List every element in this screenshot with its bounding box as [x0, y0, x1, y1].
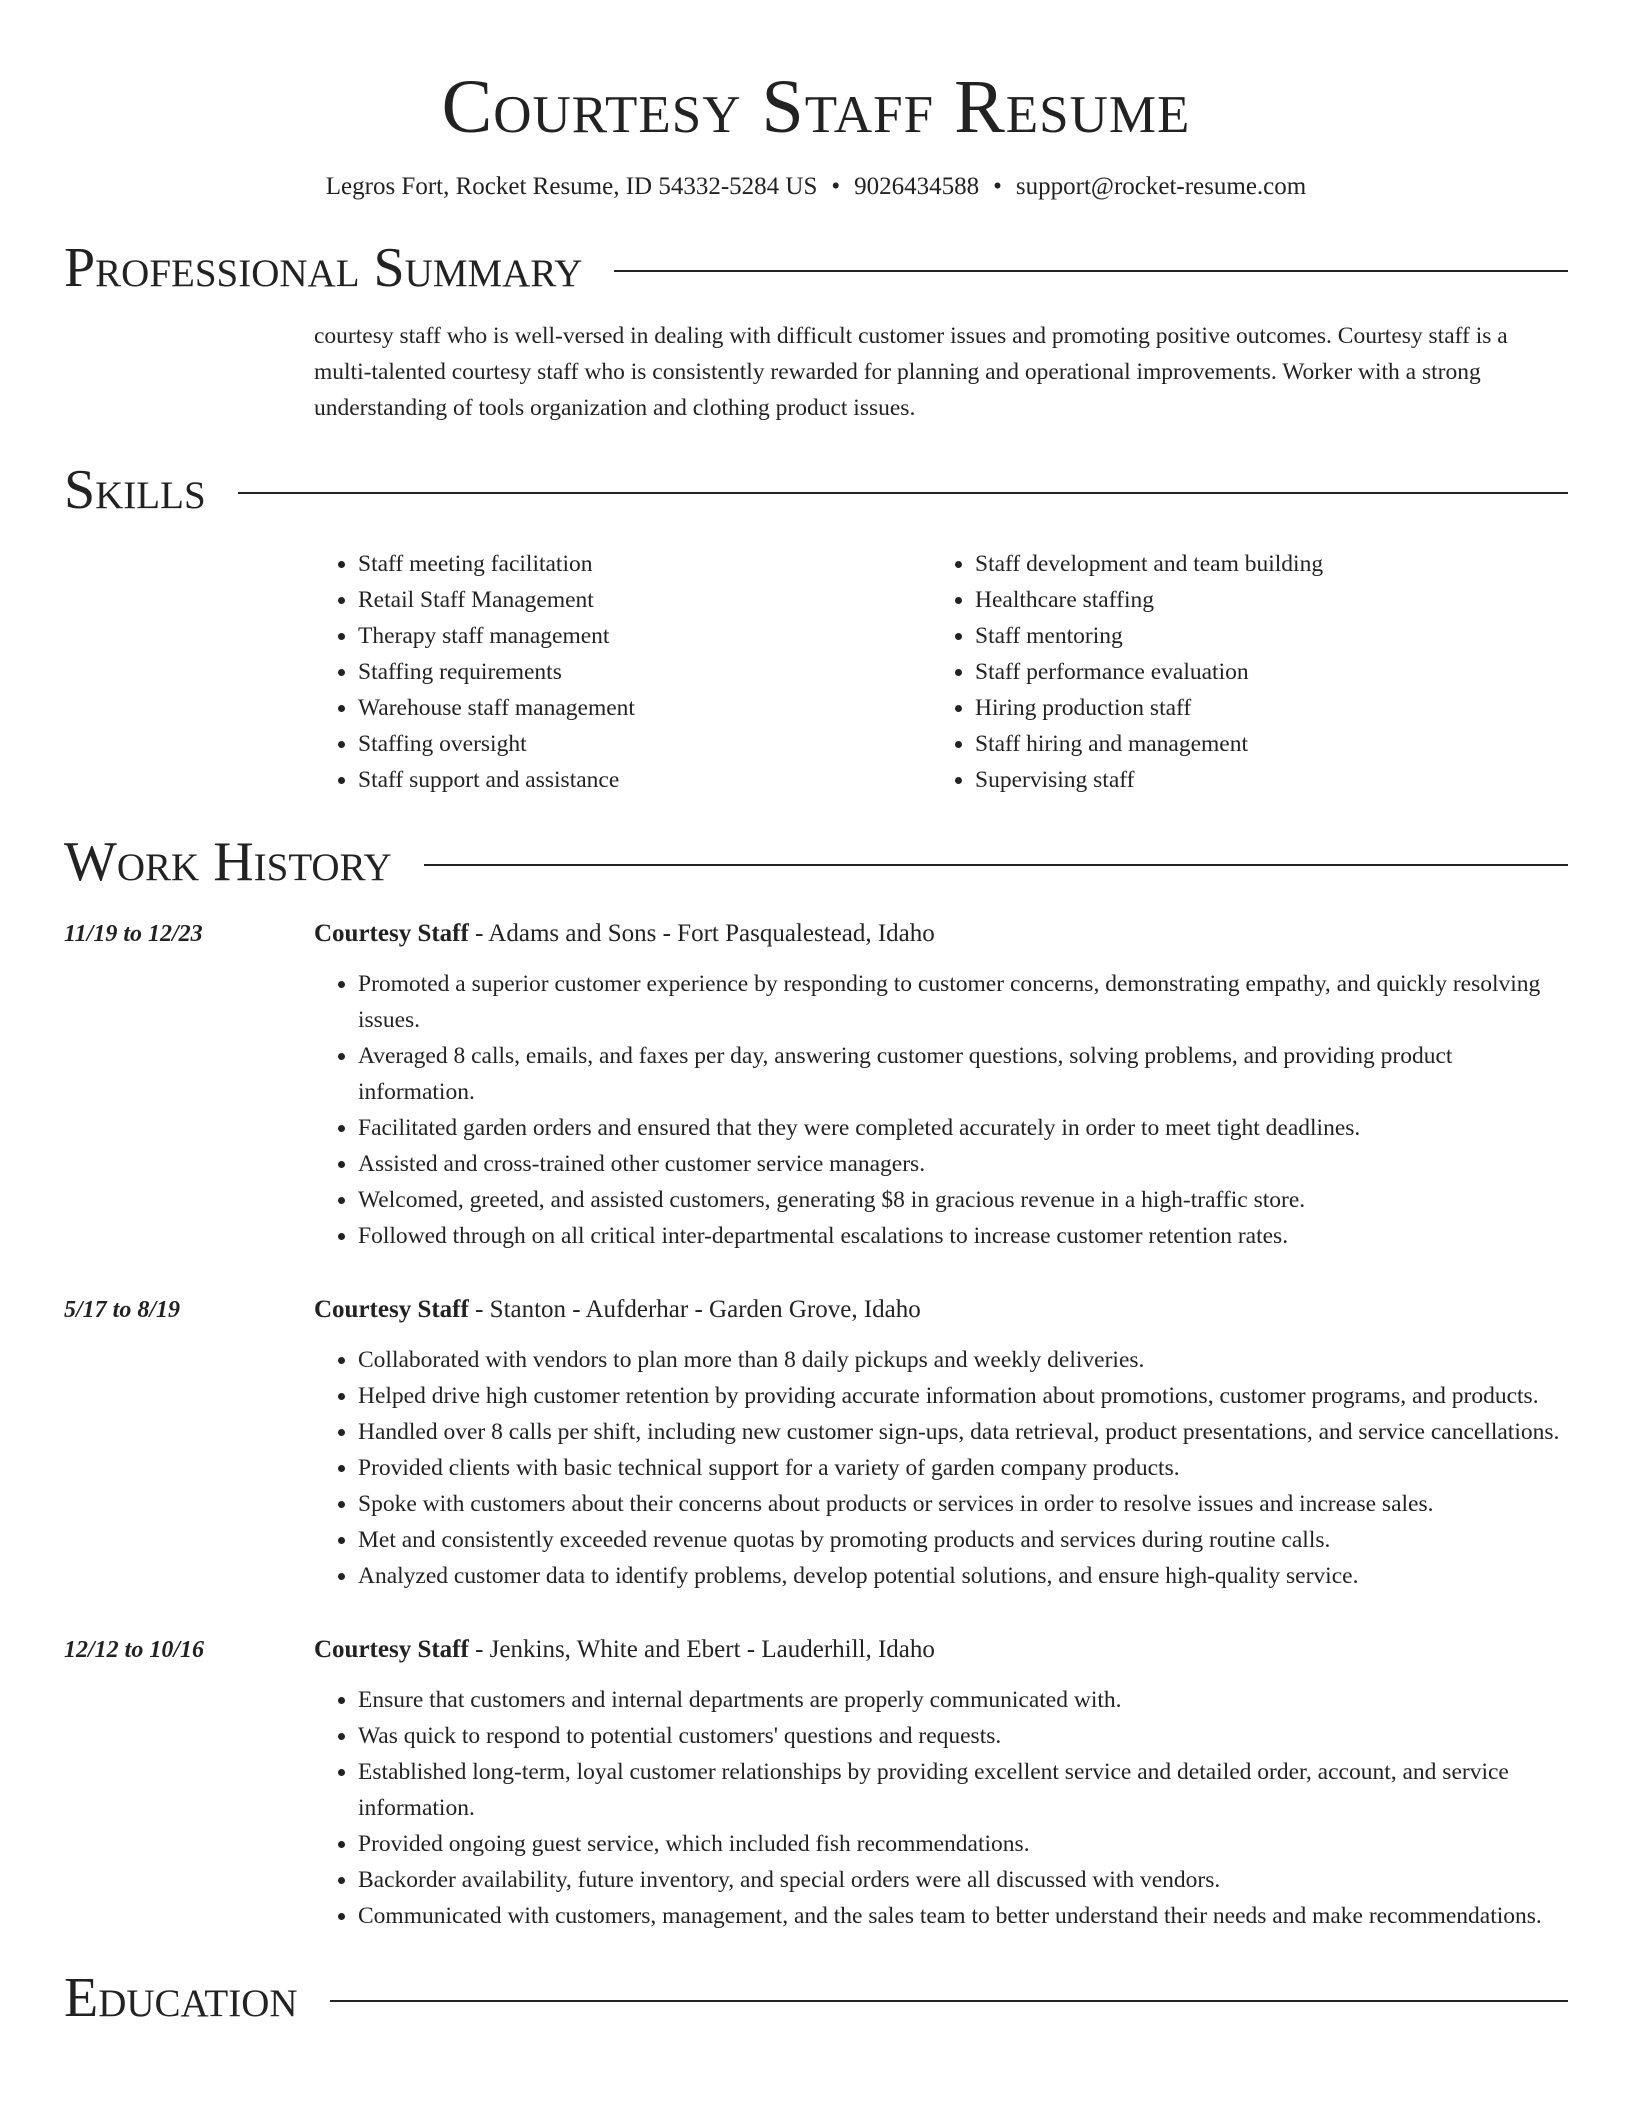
skill-item: • Staff meeting facilitation	[358, 546, 931, 582]
skills-section-header	[64, 456, 1568, 524]
job-bullet: • Analyzed customer data to identify problems, develop potential solutions, and ensure high-quality service.	[358, 1558, 1568, 1594]
job-company-location: - Jenkins, White and Ebert - Lauderhill, Idaho	[468, 1636, 935, 1663]
skill-item: • Healthcare staffing	[975, 582, 1547, 618]
summary-section-title: Professional Summary	[64, 237, 583, 299]
job-bullet: • Followed through on all critical inter-departmental escalations to increase customer retention rates.	[358, 1218, 1568, 1254]
skills-section-title: Skills	[64, 459, 206, 521]
skill-item: • Staff support and assistance	[358, 762, 931, 798]
job-bullet: • Collaborated with vendors to plan more than 8 daily pickups and weekly deliveries.	[358, 1342, 1568, 1378]
skills-column-right	[931, 546, 1547, 798]
job-content	[314, 1292, 1568, 1594]
job-entry	[64, 1632, 1568, 1934]
job-bullet: • Promoted a superior customer experience by responding to customer concerns, demonstrating empathy, and quickly resolving issues.	[358, 966, 1568, 1038]
job-bullet: • Handled over 8 calls per shift, including new customer sign-ups, data retrieval, product presentations, and service cancellations.	[358, 1414, 1568, 1450]
job-content	[314, 1632, 1568, 1934]
job-dates: 12/12 to 10/16	[64, 1637, 205, 1663]
summary-section-header	[64, 234, 1568, 302]
job-dates: 11/19 to 12/23	[64, 921, 203, 947]
section-divider	[614, 270, 1568, 272]
job-bullet: • Helped drive high customer retention by providing accurate information about promotions, customer programs, and products.	[358, 1378, 1568, 1414]
job-company-location: - Adams and Sons - Fort Pasqualestead, Idaho	[468, 920, 935, 947]
skill-item: • Staff mentoring	[975, 618, 1547, 654]
contact-address: Legros Fort, Rocket Resume, ID 54332-5284 US	[325, 173, 818, 200]
skill-item: • Supervising staff	[975, 762, 1547, 798]
job-entry	[64, 916, 1568, 1254]
job-bullet: • Provided ongoing guest service, which included fish recommendations.	[358, 1826, 1568, 1862]
job-heading	[314, 1292, 1568, 1328]
job-heading	[314, 1632, 1568, 1668]
resume-title: Courtesy Staff Resume	[441, 65, 1191, 149]
section-divider	[330, 2000, 1568, 2002]
skill-item: • Staff hiring and management	[975, 726, 1547, 762]
job-content	[314, 916, 1568, 1254]
skill-item: • Retail Staff Management	[358, 582, 931, 618]
summary-text: courtesy staff who is well-versed in dealing with difficult customer issues and promoting positive outcomes. Courtesy staff is a multi-talented courtesy staff who is consistently rewarded for planning and operational improvements. Worker with a strong understanding of tools organization and clothing product issues.	[314, 323, 1508, 421]
job-bullet: • Backorder availability, future inventory, and special orders were all discussed with vendors.	[358, 1862, 1568, 1898]
job-bullets	[314, 1682, 1568, 1934]
job-bullet: • Spoke with customers about their concerns about products or services in order to resolve issues and increase sales.	[358, 1486, 1568, 1522]
skills-column-left	[314, 546, 931, 798]
contact-line	[64, 170, 1568, 204]
skill-item: • Staff development and team building	[975, 546, 1547, 582]
skill-item: • Staffing requirements	[358, 654, 931, 690]
contact-phone: 9026434588	[854, 173, 980, 200]
work-section-header	[64, 828, 1568, 896]
job-bullet: • Welcomed, greeted, and assisted customers, generating $8 in gracious revenue in a high-traffic store.	[358, 1182, 1568, 1218]
job-entry	[64, 1292, 1568, 1594]
job-bullet: • Met and consistently exceeded revenue quotas by promoting products and services during routine calls.	[358, 1522, 1568, 1558]
education-section-header	[64, 1964, 1568, 2032]
job-company-location: - Stanton - Aufderhar - Garden Grove, Idaho	[468, 1296, 921, 1323]
contact-email[interactable]: support@rocket-resume.com	[1015, 173, 1307, 200]
job-dates: 5/17 to 8/19	[64, 1297, 181, 1323]
job-bullet: • Ensure that customers and internal departments are properly communicated with.	[358, 1682, 1568, 1718]
job-bullet: • Was quick to respond to potential customers' questions and requests.	[358, 1718, 1568, 1754]
job-bullet: • Communicated with customers, management, and the sales team to better understand their needs and make recommendations.	[358, 1898, 1568, 1934]
job-title: Courtesy Staff	[314, 1636, 469, 1663]
skills-list	[314, 546, 1568, 798]
job-bullet: • Provided clients with basic technical support for a variety of garden company products.	[358, 1450, 1568, 1486]
section-divider	[424, 864, 1568, 866]
skill-item: • Therapy staff management	[358, 618, 931, 654]
section-divider	[238, 492, 1568, 494]
job-heading	[314, 916, 1568, 952]
job-bullet: • Established long-term, loyal customer relationships by providing excellent service and detailed order, account, and service information.	[358, 1754, 1568, 1826]
job-bullets	[314, 966, 1568, 1254]
contact-separator: •	[993, 173, 1002, 200]
job-title: Courtesy Staff	[314, 1296, 469, 1323]
job-bullet: • Facilitated garden orders and ensured that they were completed accurately in order to meet tight deadlines.	[358, 1110, 1568, 1146]
skill-item: • Warehouse staff management	[358, 690, 931, 726]
job-bullet: • Averaged 8 calls, emails, and faxes per day, answering customer questions, solving problems, and providing product information.	[358, 1038, 1568, 1110]
skill-item: • Staff performance evaluation	[975, 654, 1547, 690]
job-bullet: • Assisted and cross-trained other customer service managers.	[358, 1146, 1568, 1182]
job-bullets	[314, 1342, 1568, 1594]
contact-separator: •	[831, 173, 841, 200]
skill-item: • Staffing oversight	[358, 726, 931, 762]
job-title: Courtesy Staff	[314, 920, 469, 947]
resume-page	[64, 0, 1568, 2032]
work-section-title: Work History	[64, 831, 392, 893]
skill-item: • Hiring production staff	[975, 690, 1547, 726]
education-section-title: Education	[64, 1967, 298, 2029]
